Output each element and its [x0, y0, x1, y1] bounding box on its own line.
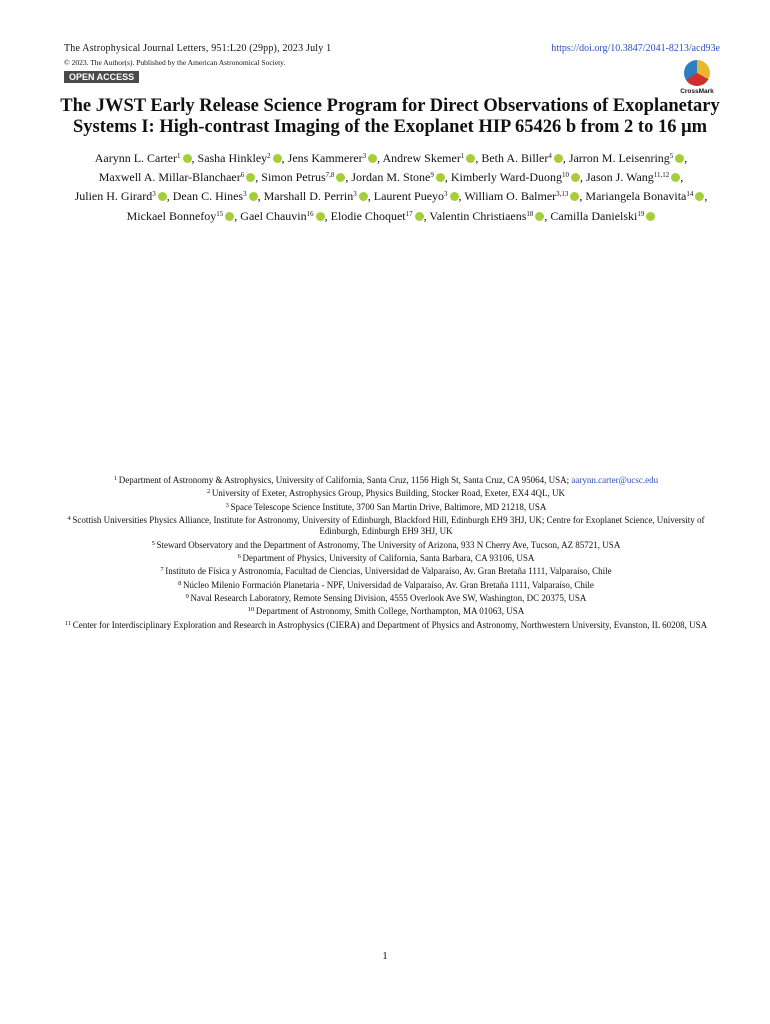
author-name: Laurent Pueyo$^3$	[374, 189, 459, 203]
author-name: William O. Balmer$^{3,13}$	[464, 189, 579, 203]
orcid-icon[interactable]	[415, 212, 424, 221]
affiliation-number: 6	[237, 553, 243, 561]
author-affiliation-marker: 4	[548, 152, 552, 160]
affiliation-item	[50, 500, 722, 513]
author-name: Jason J. Wang$^{11,12}$	[586, 170, 680, 184]
affiliation-number: 11	[64, 619, 73, 627]
author-name: Mickael Bonnefoy$^{15}$	[127, 209, 235, 223]
author-name: Beth A. Biller$^4$	[481, 151, 563, 165]
affiliation-number: 8	[178, 579, 183, 587]
author-affiliation-marker: 11,12	[653, 171, 670, 180]
author-affiliation-marker: 9	[430, 171, 434, 180]
author-name: Dean C. Hines$^3$	[173, 189, 258, 203]
affiliation-text: Instituto de Física y Astronomía, Facultad de Ciencias, Universidad de Valparaíso, Av. Gran Bretaña 1111, Valparaíso, Chile	[165, 566, 612, 577]
affiliation-text: Department of Physics, University of California, Santa Barbara, CA 93106, USA	[242, 553, 535, 564]
affiliation-text: Space Telescope Science Institute, 3700 San Martin Drive, Baltimore, MD 21218, USA	[230, 501, 547, 512]
author-affiliation-marker: 1	[177, 152, 181, 160]
author-affiliation-marker: 1	[460, 152, 465, 160]
author-affiliation-marker: 2	[267, 152, 271, 160]
orcid-icon[interactable]	[273, 154, 282, 163]
author-name: Jens Kammerer$^3$	[288, 151, 377, 165]
affiliation-number: 1	[113, 475, 119, 482]
orcid-icon[interactable]	[225, 212, 234, 221]
author-affiliation-marker: 7,8	[325, 171, 335, 180]
orcid-icon[interactable]	[368, 154, 377, 163]
author-affiliation-marker: 3	[362, 152, 367, 160]
author-affiliation-marker: 3	[353, 190, 357, 199]
orcid-icon[interactable]	[158, 192, 167, 201]
affiliation-number: 10	[247, 606, 256, 614]
affiliation-item	[50, 551, 722, 564]
author-affiliation-marker: 5	[669, 152, 674, 160]
affiliation-number: 4	[67, 515, 73, 523]
author-name: Camilla Danielski$^{19}$	[550, 209, 655, 223]
affiliation-number: 2	[206, 488, 212, 496]
author-affiliation-marker: 6	[240, 171, 245, 180]
paper-title: The JWST Early Release Science Program for Direct Observations of Exoplanetary Systems I: High-contrast Imaging of the Exoplanet HIP 65426 b from 2 to 16 μm	[60, 96, 720, 137]
journal-citation: The Astrophysical Journal Letters, 951:L20 (29pp), 2023 July 1	[64, 43, 332, 54]
author-affiliation-marker: 3	[152, 190, 156, 199]
author-name: Simon Petrus$^{7,8}$	[261, 170, 345, 184]
author-affiliation-marker: 19	[637, 209, 645, 218]
author-affiliation-marker: 3,13	[556, 190, 569, 199]
orcid-icon[interactable]	[695, 192, 704, 201]
author-name: Mariangela Bonavita$^{14}$	[585, 189, 704, 203]
orcid-icon[interactable]	[316, 212, 325, 221]
author-affiliation-marker: 16	[306, 209, 314, 218]
affiliation-text: Naval Research Laboratory, Remote Sensing Division, 4555 Overlook Ave SW, Washington, DC 20375, USA	[190, 593, 587, 604]
crossmark-icon	[684, 60, 710, 86]
open-access-badge: OPEN ACCESS	[64, 71, 139, 83]
author-affiliation-marker: 14	[686, 190, 694, 199]
affiliation-number: 7	[160, 566, 166, 574]
author-name: Gael Chauvin$^{16}$	[240, 209, 324, 223]
orcid-icon[interactable]	[436, 173, 445, 182]
affiliation-item	[50, 578, 722, 591]
affiliation-list	[50, 473, 722, 631]
author-name: Aarynn L. Carter$^1$	[95, 151, 192, 165]
orcid-icon[interactable]	[359, 192, 368, 201]
affiliation-item	[50, 473, 722, 486]
orcid-icon[interactable]	[646, 212, 655, 221]
affiliation-text: Center for Interdisciplinary Exploration and Research in Astrophysics (CIERA) and Department of Physics and Astronomy, Northwestern University, Evanston, IL 60208, USA	[72, 619, 708, 630]
orcid-icon[interactable]	[450, 192, 459, 201]
crossmark-badge[interactable]	[678, 60, 716, 95]
orcid-icon[interactable]	[554, 154, 563, 163]
orcid-icon[interactable]	[249, 192, 258, 201]
orcid-icon[interactable]	[466, 154, 475, 163]
affiliation-number: 3	[225, 501, 231, 509]
affiliation-text: University of Exeter, Astrophysics Group, Physics Building, Stocker Road, Exeter, EX4 4QL, UK	[211, 488, 566, 499]
orcid-icon[interactable]	[675, 154, 684, 163]
author-name: Julien H. Girard$^3$	[75, 189, 167, 203]
affiliation-item	[50, 618, 722, 631]
affiliation-item	[50, 604, 722, 617]
affiliation-item	[50, 513, 722, 538]
affiliation-item	[50, 564, 722, 577]
author-affiliation-marker: 15	[216, 209, 224, 218]
author-list: Aarynn L. Carter$^1$ , Sasha Hinkley$^2$ , Jens Kammerer$^3$ , Andrew Skemer$^1$ , Beth A. Biller$^4$ , Jarron M. Leisenring$^5$ , Maxwell A. Millar-Blanchaer$^6$ , Simon Petrus$^{7,8}$ , Jordan M. Stone$^9$ , Kimberly Ward-Duong$^{10}$ , Jason J. Wang$^{11,12}$ , Julien H. Girard$^3$ , Dean C. Hines$^3$ , Marshall D. Perrin$^3$ , Laurent Pueyo$^3$ , William O. Balmer$^{3,13}$ , Mariangela Bonavita$^{14}$ , Mickael Bonnefoy$^{15}$ , Gael Chauvin$^{16}$ , Elodie Choquet$^{17}$ , Valentin Christiaens$^{18}$ , Camilla Danielski$^{19}$	[74, 151, 708, 223]
affiliation-item	[50, 538, 722, 551]
crossmark-label: CrossMark	[680, 88, 714, 95]
affiliation-number: 9	[185, 593, 191, 601]
doi-link[interactable]: https://doi.org/10.3847/2041-8213/acd93e	[551, 43, 720, 54]
orcid-icon[interactable]	[571, 173, 580, 182]
orcid-icon[interactable]	[570, 192, 579, 201]
author-affiliation-marker: 17	[405, 209, 413, 218]
orcid-icon[interactable]	[246, 173, 255, 182]
orcid-icon[interactable]	[671, 173, 680, 182]
author-affiliation-marker: 3	[243, 190, 247, 199]
author-affiliation-marker: 18	[526, 209, 534, 218]
orcid-icon[interactable]	[535, 212, 544, 221]
author-affiliation-marker: 3	[444, 190, 448, 199]
author-name: Valentin Christiaens$^{18}$	[429, 209, 544, 223]
affiliation-number: 5	[151, 539, 157, 547]
affiliation-text: Scottish Universities Physics Alliance, Institute for Astronomy, University of Edinburgh, Blackford Hill, Edinburgh EH9 3HJ, UK; Centre for Exoplanet Science, University of Edinburgh, Edinburgh EH9 3HJ, UK	[72, 515, 705, 537]
author-name: Marshall D. Perrin$^3$	[264, 189, 368, 203]
copyright-notice: © 2023. The Author(s). Published by the American Astronomical Society.	[64, 58, 286, 67]
author-name: Sasha Hinkley$^2$	[198, 151, 282, 165]
author-name: Maxwell A. Millar-Blanchaer$^6$	[99, 170, 256, 184]
author-affiliation-marker: 10	[561, 171, 569, 180]
orcid-icon[interactable]	[183, 154, 192, 163]
affiliation-item	[50, 486, 722, 499]
email-link[interactable]: aarynn.carter@ucsc.edu	[571, 475, 659, 485]
orcid-icon[interactable]	[336, 173, 345, 182]
affiliation-text: Department of Astronomy, Smith College, Northampton, MA 01063, USA	[255, 606, 525, 617]
page-number: 1	[382, 950, 388, 962]
affiliation-text: Steward Observatory and the Department of Astronomy, The University of Arizona, 933 N Cherry Ave, Tucson, AZ 85721, USA	[156, 539, 621, 550]
affiliation-text: Núcleo Milenio Formación Planetaria - NPF, Universidad de Valparaíso, Av. Gran Bretaña 1111, Valparaíso, Chile	[183, 579, 594, 590]
author-name: Jordan M. Stone$^9$	[351, 170, 445, 184]
affiliation-item	[50, 591, 722, 604]
author-name: Jarron M. Leisenring$^5$	[569, 151, 684, 165]
author-name: Kimberly Ward-Duong$^{10}$	[451, 170, 580, 184]
affiliation-text: Department of Astronomy & Astrophysics, University of California, Santa Cruz, 1156 High St, Santa Cruz, CA 95064, USA;	[118, 475, 570, 485]
author-name: Elodie Choquet$^{17}$	[331, 209, 424, 223]
author-name: Andrew Skemer$^1$	[383, 151, 476, 165]
